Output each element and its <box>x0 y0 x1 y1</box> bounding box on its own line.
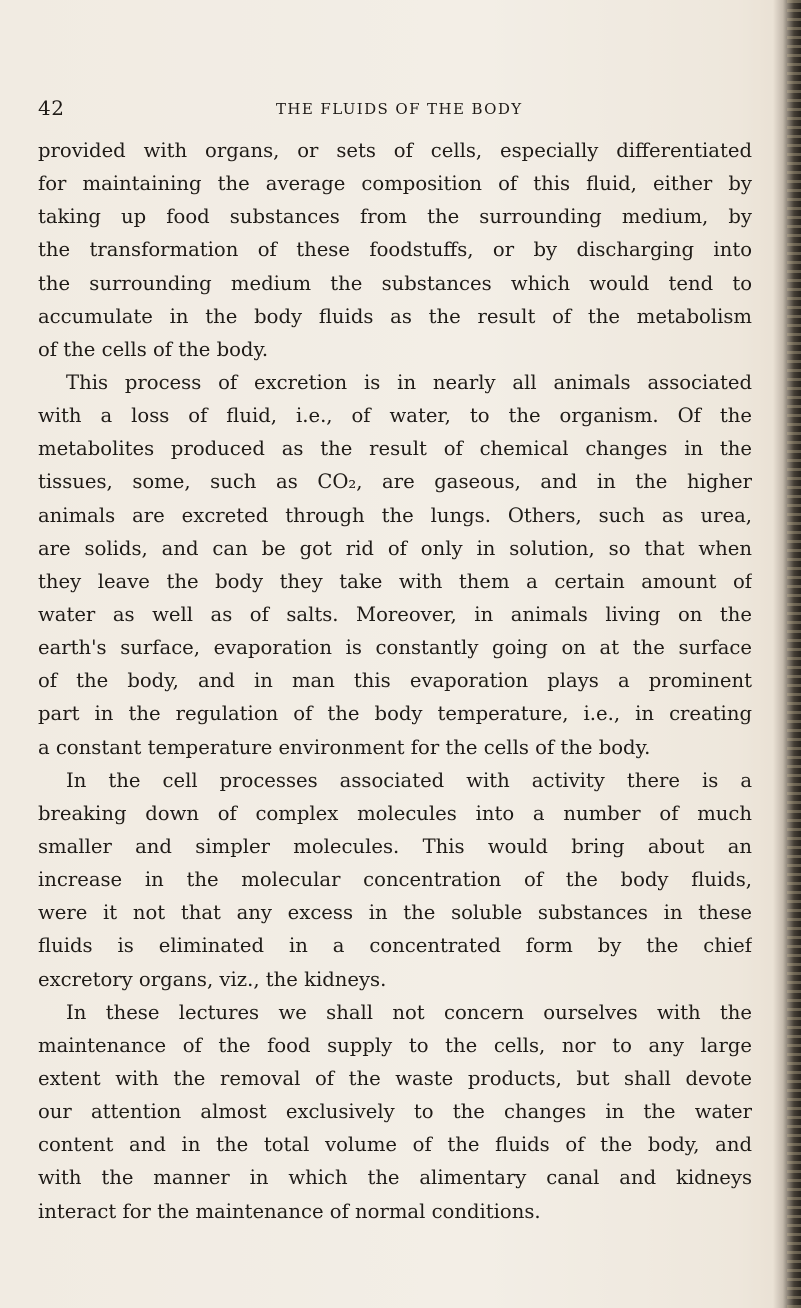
text-line: metabolites produced as the result of chemical changes in the <box>38 437 752 461</box>
text-line: with the manner in which the alimentary canal and kidneys <box>38 1166 752 1190</box>
text-line: smaller and simpler molecules. This would bring about an <box>38 834 752 858</box>
text-line: In these lectures we shall not concern ourselves with the <box>66 1000 752 1024</box>
text-line: fluids is eliminated in a concentrated form by the chief <box>38 934 752 958</box>
running-head: THE FLUIDS OF THE BODY <box>276 100 523 118</box>
text-line: extent with the removal of the waste products, but shall devote <box>38 1066 752 1090</box>
page-header <box>38 96 738 120</box>
paragraph <box>38 996 752 1228</box>
page-number: 42 <box>38 96 65 120</box>
text-line: taking up food substances from the surrounding medium, by <box>38 205 752 229</box>
text-line: maintenance of the food supply to the cells, nor to any large <box>38 1033 752 1057</box>
text-line: for maintaining the average composition of this fluid, either by <box>38 172 752 196</box>
text-line: water as well as of salts. Moreover, in animals living on the <box>38 602 752 626</box>
paragraph <box>38 764 752 996</box>
text-line: a constant temperature environment for the cells of the body. <box>38 735 651 759</box>
text-line: earth's surface, evaporation is constantly going on at the surface <box>38 636 752 660</box>
text-line: of the cells of the body. <box>38 337 269 361</box>
text-line: In the cell processes associated with activity there is a <box>66 768 752 792</box>
text-line: tissues, some, such as CO₂, are gaseous, and in the higher <box>38 470 752 494</box>
text-line: This process of excretion is in nearly all animals associated <box>66 370 752 394</box>
text-line: breaking down of complex molecules into a number of much <box>38 801 752 825</box>
text-line: with a loss of fluid, i.e., of water, to the organism. Of the <box>38 404 752 428</box>
paragraph <box>38 134 752 366</box>
text-line: animals are excreted through the lungs. Others, such as urea, <box>38 503 752 527</box>
text-line: were it not that any excess in the soluble substances in these <box>38 901 752 925</box>
text-line: excretory organs, viz., the kidneys. <box>38 967 387 991</box>
text-line: the surrounding medium the substances which would tend to <box>38 271 752 295</box>
text-line: provided with organs, or sets of cells, especially differentiated <box>38 139 752 162</box>
paragraph <box>38 366 752 764</box>
text-line: interact for the maintenance of normal conditions. <box>38 1199 541 1223</box>
text-line: increase in the molecular concentration of the body fluids, <box>38 868 752 892</box>
body-text <box>38 134 752 1228</box>
text-line: are solids, and can be got rid of only in solution, so that when <box>38 536 752 560</box>
text-line: the transformation of these foodstuffs, or by discharging into <box>38 238 752 262</box>
text-line: our attention almost exclusively to the changes in the water <box>38 1100 752 1124</box>
text-line: part in the regulation of the body temperature, i.e., in creating <box>38 702 752 726</box>
text-line: content and in the total volume of the fluids of the body, and <box>38 1133 752 1157</box>
text-line: of the body, and in man this evaporation plays a prominent <box>38 669 752 693</box>
book-spine-edge <box>787 0 801 1308</box>
text-line: they leave the body they take with them a certain amount of <box>38 569 752 593</box>
text-line: accumulate in the body fluids as the result of the metabolism <box>38 304 752 328</box>
